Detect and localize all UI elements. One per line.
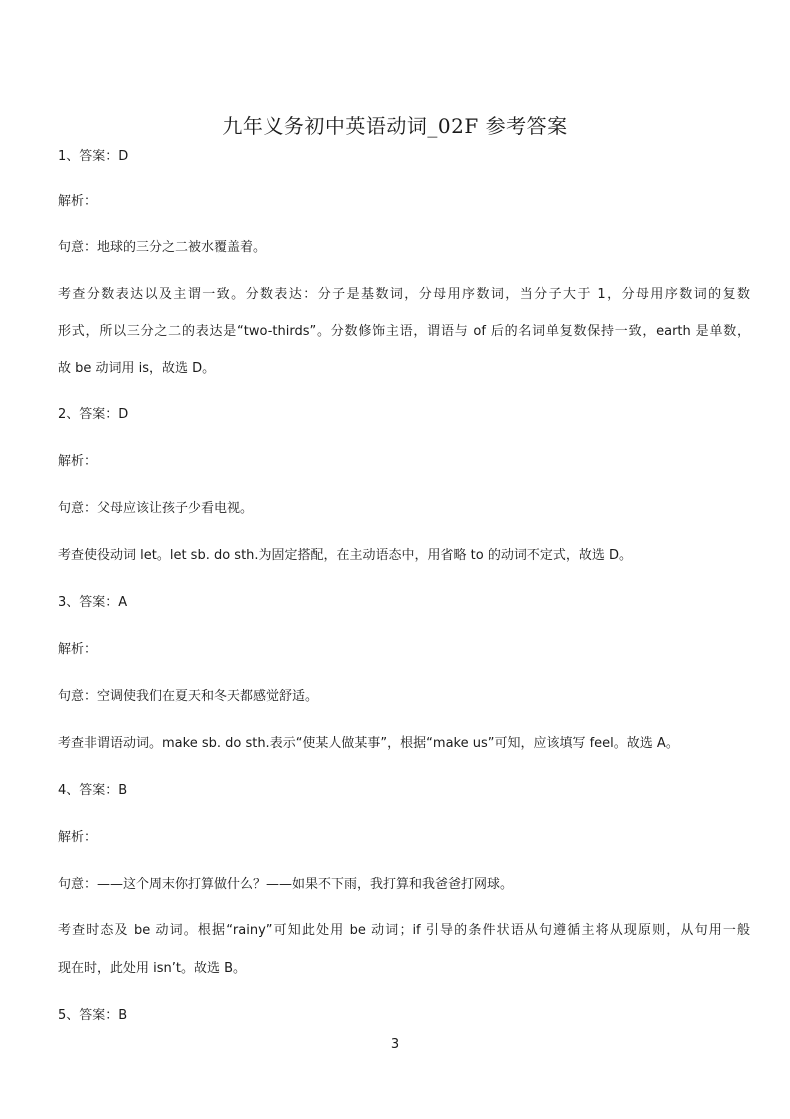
answer-3: 3、答案：A bbox=[58, 595, 128, 610]
analysis-label-1: 解析： bbox=[58, 194, 98, 209]
analysis-label-3: 解析： bbox=[58, 642, 98, 657]
answer-2: 2、答案：D bbox=[58, 407, 129, 422]
answer-4: 4、答案：B bbox=[58, 783, 128, 798]
sentence-meaning-1: 句意：地球的三分之二被水覆盖着。 bbox=[58, 240, 267, 255]
answer-1: 1、答案：D bbox=[58, 149, 129, 164]
page-number: 3 bbox=[390, 1037, 400, 1052]
sentence-meaning-3: 句意：空调使我们在夏天和冬天都感觉舒适。 bbox=[58, 689, 319, 704]
analysis-label-2: 解析： bbox=[58, 454, 98, 469]
explanation-4-line-1: 考查时态及 be 动词。根据“rainy”可知此处用 be 动词；if 引导的条件状语从句遵循主将从现原则，从句用一般 bbox=[58, 923, 750, 938]
explanation-1-line-1: 考查分数表达以及主谓一致。分数表达：分子是基数词，分母用序数词，当分子大于 1，分母用序数词的复数 bbox=[58, 287, 750, 302]
analysis-label-4: 解析： bbox=[58, 830, 98, 845]
sentence-meaning-2: 句意：父母应该让孩子少看电视。 bbox=[58, 501, 254, 516]
document-title: 九年义务初中英语动词_02F 参考答案 bbox=[222, 114, 568, 138]
explanation-4-line-2: 现在时，此处用 isn’t。故选 B。 bbox=[58, 961, 247, 976]
explanation-2: 考查使役动词 let。let sb. do sth.为固定搭配，在主动语态中，用省略 to 的动词不定式，故选 D。 bbox=[58, 548, 633, 563]
explanation-1-line-3: 故 be 动词用 is，故选 D。 bbox=[58, 361, 216, 376]
sentence-meaning-4: 句意：——这个周末你打算做什么？——如果不下雨，我打算和我爸爸打网球。 bbox=[58, 877, 514, 892]
explanation-3: 考查非谓语动词。make sb. do sth.表示“使某人做某事”，根据“make us”可知，应该填写 feel。故选 A。 bbox=[58, 736, 679, 751]
answer-5: 5、答案：B bbox=[58, 1008, 128, 1023]
explanation-1-line-2: 形式，所以三分之二的表达是“two-thirds”。分数修饰主语，谓语与 of 后的名词单复数保持一致，earth 是单数， bbox=[58, 324, 750, 339]
